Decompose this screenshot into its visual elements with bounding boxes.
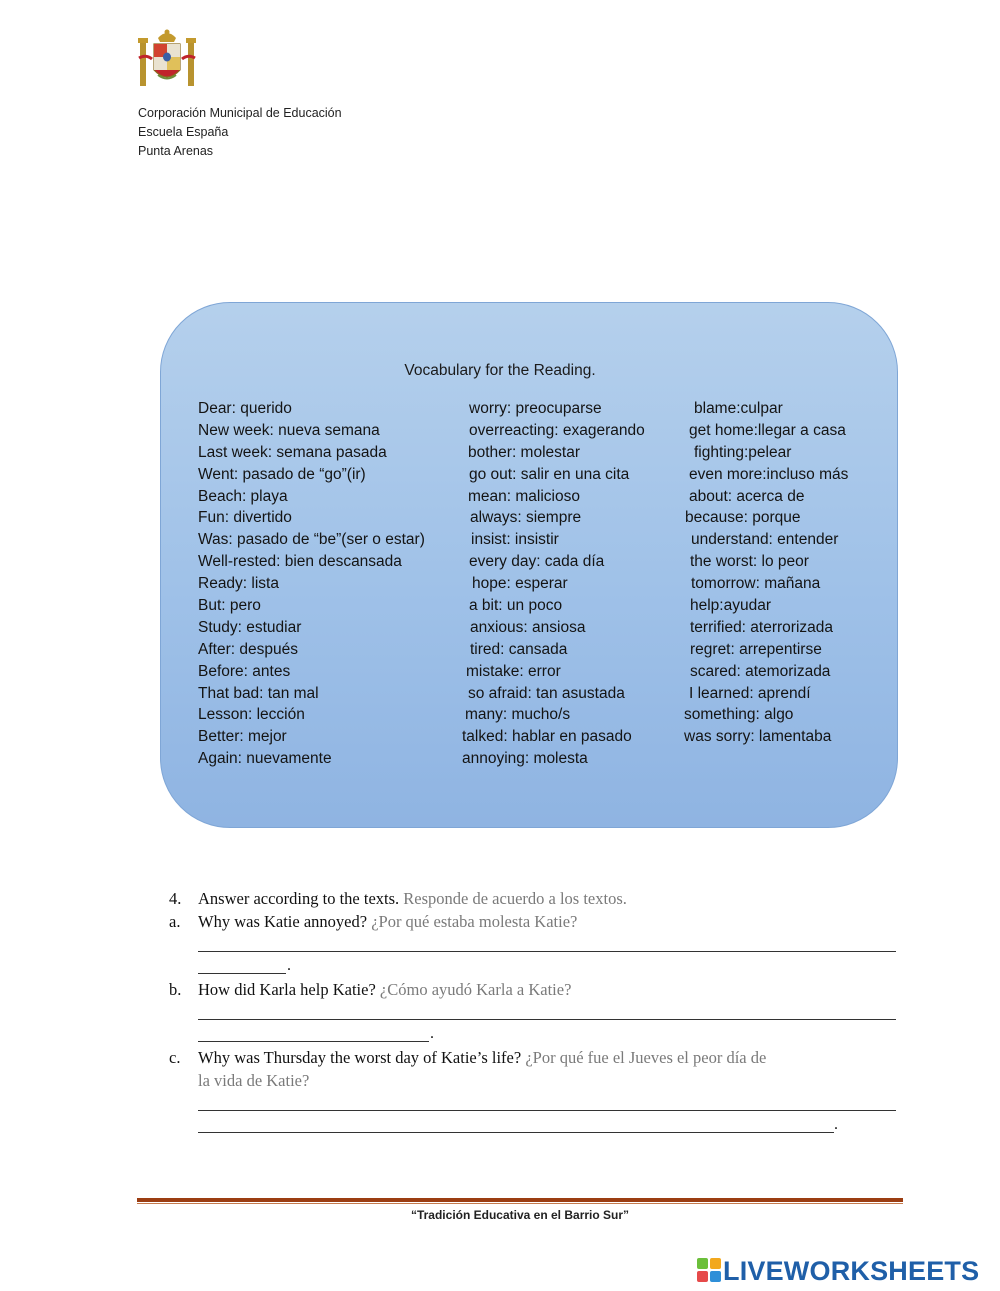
vocab-item: many: mucho/s [465, 706, 571, 724]
vocab-item: so afraid: tan asustada [468, 684, 625, 702]
vocab-item: tired: cansada [470, 640, 568, 658]
vocab-item: worry: preocuparse [469, 400, 602, 417]
question-c-continuation: la vida de Katie? [198, 1071, 310, 1090]
vocab-item: was sorry: lamentaba [684, 728, 832, 746]
vocab-item: get home:llegar a casa [689, 421, 846, 439]
answer-line-b-1[interactable] [198, 1019, 896, 1020]
vocab-item: talked: hablar en pasado [462, 728, 632, 746]
vocab-item: insist: insistir [471, 531, 559, 549]
vocab-item: Went: pasado de “go”(ir) [198, 465, 366, 483]
liveworksheets-icon [697, 1258, 721, 1282]
answer-line-c-2[interactable] [198, 1132, 834, 1133]
vocab-item: go out: salir en una cita [469, 465, 630, 483]
vocab-item: scared: atemorizada [690, 662, 831, 680]
question-number: 4. [169, 889, 182, 908]
answer-line-a-2[interactable] [198, 973, 286, 974]
vocab-item: New week: nueva semana [198, 421, 380, 439]
vocab-item: I learned: aprendí [689, 684, 811, 702]
vocab-item: understand: entender [691, 531, 839, 549]
vocab-item: After: después [198, 640, 298, 658]
vocab-item: overreacting: exagerando [469, 421, 645, 439]
header-school: Escuela España [138, 125, 229, 139]
question-text-es: ¿Por qué estaba molesta Katie? [371, 912, 578, 931]
footer-motto: “Tradición Educativa en el Barrio Sur” [410, 1208, 630, 1222]
question-text-es: ¿Cómo ayudó Karla a Katie? [379, 980, 572, 999]
vocab-item: always: siempre [470, 509, 582, 527]
question-text-en: Why was Katie annoyed? [198, 912, 368, 931]
footer-divider-thin [137, 1203, 903, 1204]
vocab-item: Well-rested: bien descansada [198, 553, 402, 571]
question-text-en: How did Karla help Katie? [198, 980, 376, 999]
answer-period: . [287, 957, 291, 974]
vocab-item: Before: antes [198, 662, 291, 680]
vocab-item: Lesson: lección [198, 706, 305, 724]
vocab-item: Fun: divertido [198, 509, 292, 527]
vocabulary-column-3 [684, 398, 848, 748]
coat-of-arms-icon [136, 28, 198, 92]
vocab-item: terrified: aterrorizada [690, 618, 834, 636]
vocab-item: about: acerca de [689, 487, 805, 505]
answer-line-a-1[interactable] [198, 951, 896, 952]
vocab-item: Better: mejor [198, 728, 287, 746]
vocab-item: the worst: lo peor [690, 553, 809, 571]
vocabulary-column-1 [198, 398, 425, 770]
vocab-item: a bit: un poco [469, 597, 563, 615]
vocab-item: regret: arrepentirse [690, 640, 822, 658]
vocab-item: every day: cada día [469, 553, 605, 571]
vocab-item: Was: pasado de “be”(ser o estar) [198, 531, 425, 549]
vocab-item: But: pero [198, 597, 261, 615]
vocab-item: because: porque [685, 509, 801, 527]
question-text-en: Answer according to the texts. [198, 889, 400, 908]
vocab-item: something: algo [684, 706, 794, 724]
vocab-item: Dear: querido [198, 400, 292, 417]
vocab-item: anxious: ansiosa [470, 618, 586, 636]
vocab-item: Beach: playa [198, 487, 288, 505]
vocab-item: hope: esperar [472, 575, 568, 593]
vocabulary-title: Vocabulary for the Reading. [404, 362, 596, 379]
vocab-item: annoying: molesta [462, 750, 588, 768]
vocab-item: mean: malicioso [468, 487, 580, 505]
vocab-item: mistake: error [466, 662, 561, 680]
liveworksheets-brand: LIVEWORKSHEETS [723, 1256, 980, 1286]
answer-period: . [430, 1025, 434, 1042]
vocab-item: blame:culpar [694, 400, 783, 417]
vocab-item: Again: nuevamente [198, 750, 332, 768]
answer-line-b-2[interactable] [198, 1041, 429, 1042]
header-city: Punta Arenas [138, 144, 214, 158]
vocab-item: help:ayudar [690, 597, 772, 615]
vocab-item: bother: molestar [468, 443, 580, 461]
question-number: b. [169, 980, 182, 999]
vocabulary-column-2 [462, 398, 645, 770]
answer-period: . [834, 1116, 838, 1133]
question-text-es: Responde de acuerdo a los textos. [403, 889, 627, 908]
vocab-item: tomorrow: mañana [691, 575, 821, 593]
question-text-es: ¿Por qué fue el Jueves el peor día de [525, 1048, 767, 1067]
vocab-item: fighting:pelear [694, 443, 792, 461]
question-text-en: Why was Thursday the worst day of Katie’s life? [198, 1048, 522, 1067]
vocab-item: That bad: tan mal [198, 684, 319, 702]
question-number: a. [169, 912, 181, 931]
vocab-item: Last week: semana pasada [198, 443, 387, 461]
vocab-item: even more:incluso más [689, 465, 849, 483]
vocab-item: Study: estudiar [198, 618, 302, 636]
vocab-item: Ready: lista [198, 575, 279, 593]
header-organization: Corporación Municipal de Educación [138, 106, 342, 120]
footer-divider [137, 1198, 903, 1202]
question-number: c. [169, 1048, 181, 1067]
answer-line-c-1[interactable] [198, 1110, 896, 1111]
